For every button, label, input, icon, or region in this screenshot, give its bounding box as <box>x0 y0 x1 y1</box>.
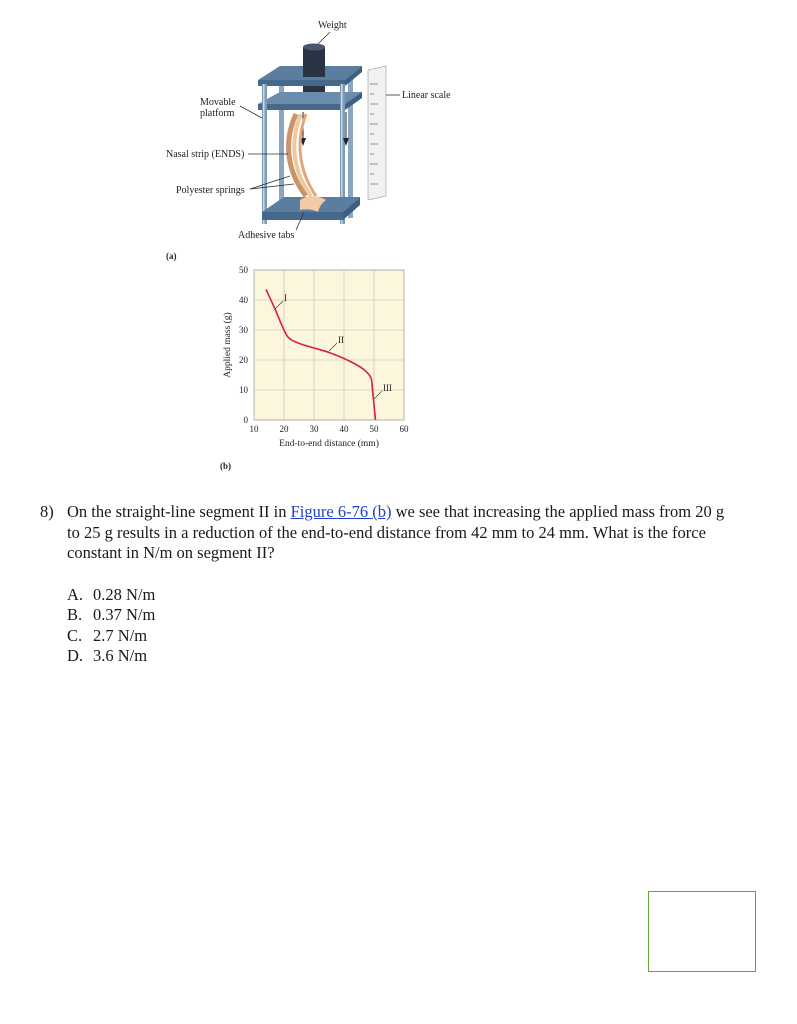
chart-annotation-label: I <box>284 293 287 303</box>
choice-a[interactable] <box>67 585 155 605</box>
choice-text: 0.37 N/m <box>93 605 156 625</box>
answer-choices <box>67 585 155 666</box>
chart-plot-area <box>254 270 404 420</box>
chart-x-tick-label: 60 <box>399 424 409 434</box>
polyester-springs-label: Polyester springs <box>176 185 245 196</box>
movable-platform-label-line2: platform <box>200 108 235 119</box>
chart-y-axis-label: Applied mass (g) <box>223 312 233 378</box>
chart-y-tick-label: 40 <box>239 295 248 305</box>
chart-y-tick-label: 50 <box>239 265 248 275</box>
chart-y-tick-label: 30 <box>239 325 248 335</box>
panel-label-b: (b) <box>220 461 231 471</box>
chart-x-axis-label: End-to-end distance (mm) <box>279 439 379 449</box>
choice-letter: B. <box>67 605 83 625</box>
chart-y-tick-label: 10 <box>239 385 248 395</box>
chart-x-tick-label: 50 <box>369 424 379 434</box>
choice-d[interactable] <box>67 646 155 666</box>
question-text-end: we see that increasing the applied mass from 20 g to 25 g results in a reduction of the end-to-end distance from 42 mm to 24 mm. What is the force constant in N/m on segment II? <box>67 502 725 562</box>
question-number: 8) <box>40 502 54 521</box>
chart-x-tick-label: 10 <box>249 424 259 434</box>
chart-x-tick-label: 40 <box>339 424 349 434</box>
adhesive-tabs-label: Adhesive tabs <box>238 230 295 241</box>
chart-annotation-label: II <box>338 335 344 345</box>
choice-text: 3.6 N/m <box>93 645 148 665</box>
chart-x-tick-label: 30 <box>309 424 319 434</box>
choice-text: 2.7 N/m <box>93 625 148 645</box>
applied-mass-chart <box>0 0 797 480</box>
chart-y-tick-label: 0 <box>243 415 248 425</box>
choice-letter: A. <box>67 585 84 604</box>
chart-annotation-label: III <box>383 383 392 393</box>
panel-label-a: (a) <box>166 251 177 261</box>
choice-letter: D. <box>67 645 84 665</box>
weight-label: Weight <box>318 20 347 31</box>
nasal-strip-label: Nasal strip (ENDS) <box>166 149 245 160</box>
choice-b[interactable] <box>67 605 155 625</box>
choice-text: 0.28 N/m <box>93 585 156 604</box>
chart-y-tick-label: 20 <box>239 355 248 365</box>
linear-scale-label: Linear scale <box>402 90 451 101</box>
question-text <box>67 502 737 564</box>
movable-platform-label-line1: Movable <box>200 97 236 108</box>
figure-link[interactable]: Figure 6-76 (b) <box>290 502 392 521</box>
choice-letter: C. <box>67 625 83 645</box>
question-text-start: On the straight-line segment II in <box>67 502 291 521</box>
chart-x-tick-label: 20 <box>279 424 289 434</box>
choice-c[interactable] <box>67 626 155 646</box>
answer-box[interactable] <box>648 891 756 972</box>
